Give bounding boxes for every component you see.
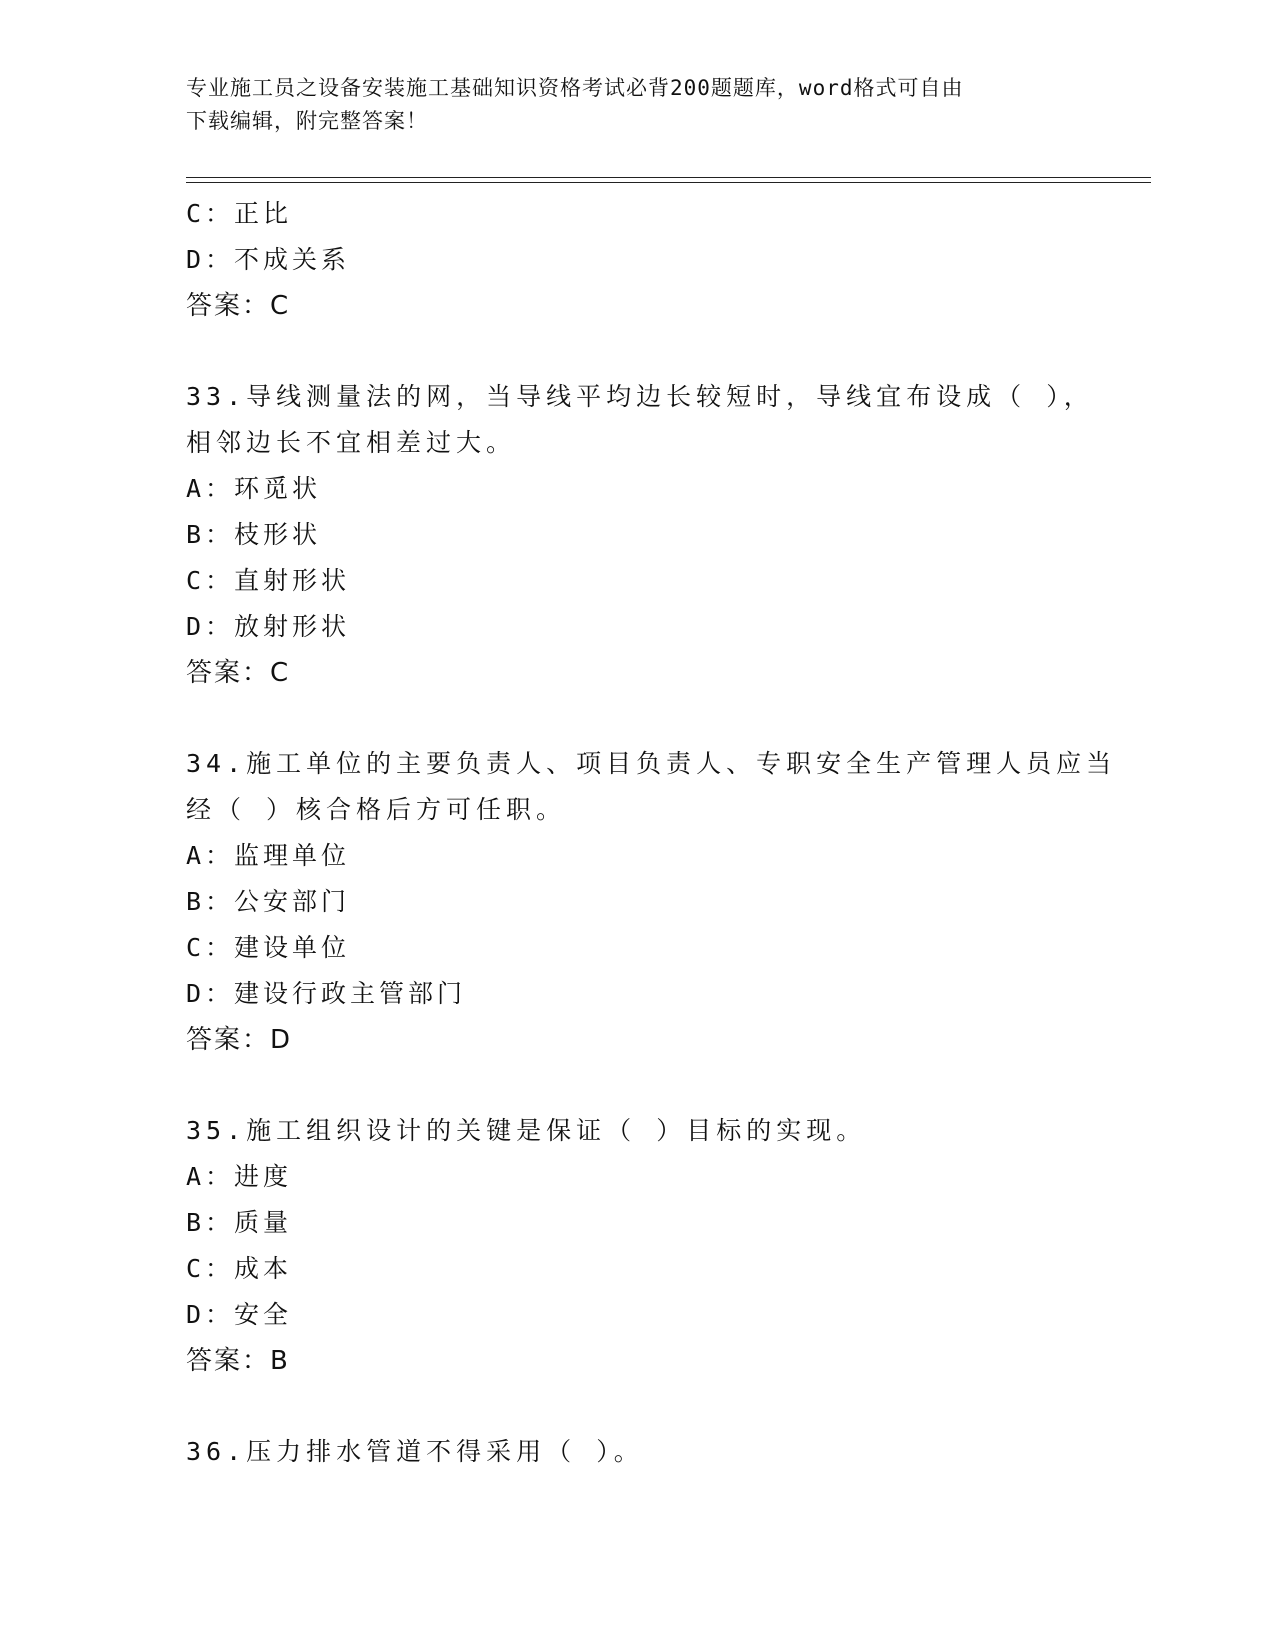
option-d: D：放射形状 — [186, 612, 351, 641]
header-rule-bottom — [186, 182, 1151, 183]
answer-line: 答案：B — [186, 1346, 290, 1376]
option-c: C：成本 — [186, 1254, 293, 1283]
question-stem: 35.施工组织设计的关键是保证（ ）目标的实现。 — [186, 1116, 867, 1145]
option-d: D：不成关系 — [186, 245, 351, 274]
option-a: A：进度 — [186, 1162, 293, 1191]
answer-line: 答案：C — [186, 658, 291, 688]
header-line-2: 下载编辑，附完整答案！ — [186, 109, 428, 133]
question-list — [186, 191, 1117, 1475]
document-header — [186, 72, 1086, 138]
header-rule-top — [186, 177, 1151, 178]
question-stem: 33.导线测量法的网，当导线平均边长较短时，导线宜布设成（ ）， — [186, 382, 1094, 411]
option-b: B：枝形状 — [186, 520, 322, 549]
option-b: B：质量 — [186, 1208, 293, 1237]
option-a: A：监理单位 — [186, 841, 351, 870]
question-stem-continued: 经（ ）核合格后方可任职。 — [186, 795, 567, 824]
option-d: D：安全 — [186, 1300, 293, 1329]
question-stem: 34.施工单位的主要负责人、项目负责人、专职安全生产管理人员应当 — [186, 749, 1117, 778]
answer-line: 答案：C — [186, 291, 291, 321]
option-c: C：正比 — [186, 199, 293, 228]
question-stem: 36.压力排水管道不得采用（ ）。 — [186, 1437, 644, 1466]
answer-line: 答案：D — [186, 1025, 293, 1055]
option-a: A：环觅状 — [186, 474, 322, 503]
option-d: D：建设行政主管部门 — [186, 979, 467, 1008]
option-b: B：公安部门 — [186, 887, 351, 916]
question-stem-continued: 相邻边长不宜相差过大。 — [186, 428, 517, 457]
option-c: C：建设单位 — [186, 933, 351, 962]
option-c: C：直射形状 — [186, 566, 351, 595]
header-line-1: 专业施工员之设备安装施工基础知识资格考试必背200题题库，word格式可自由 — [186, 76, 964, 100]
